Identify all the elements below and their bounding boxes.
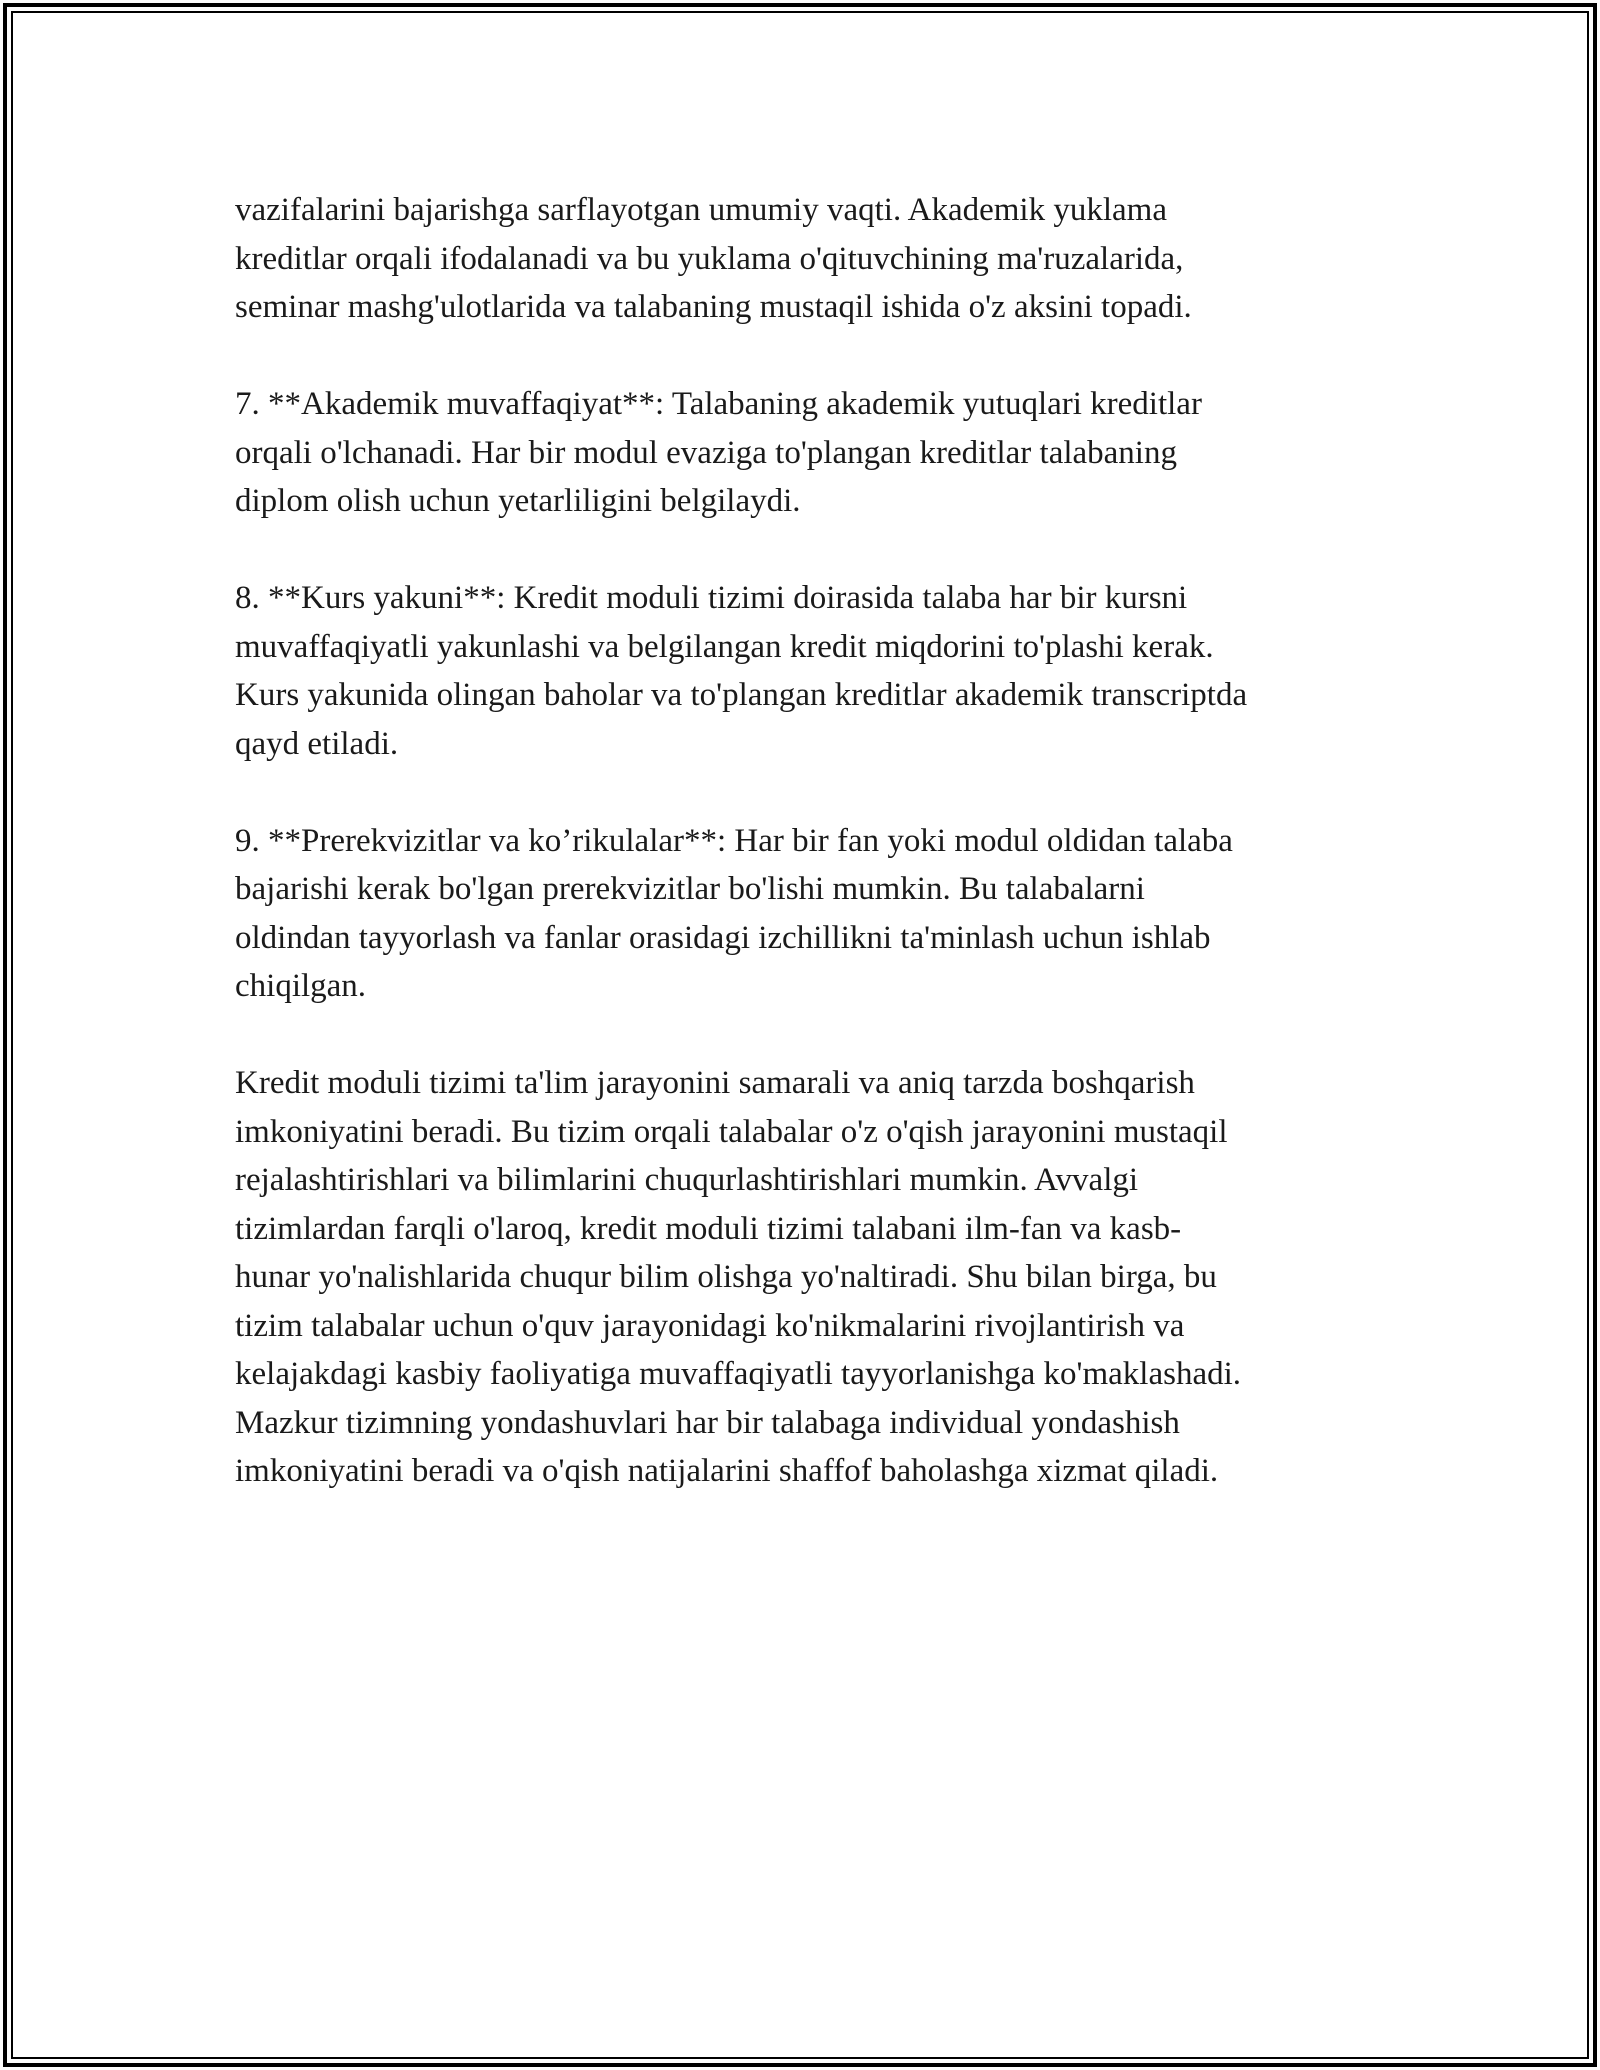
paragraph-conclusion bbox=[235, 1059, 1385, 1496]
text-line: muvaffaqiyatli yakunlashi va belgilangan kredit miqdorini to'plashi kerak. bbox=[235, 628, 1214, 665]
text-line: seminar mashg'ulotlarida va talabaning mustaqil ishida o'z aksini topadi. bbox=[235, 289, 1192, 325]
text-line: Mazkur tizimning yondashuvlari har bir talabaga individual yondashish bbox=[235, 1404, 1180, 1441]
text-line: 9. **Prerekvizitlar va ko’rikulalar**: Har bir fan yoki modul oldidan talaba bbox=[235, 822, 1233, 859]
paragraph-item-9 bbox=[235, 817, 1385, 1011]
text-line: imkoniyatini beradi. Bu tizim orqali talabalar o'z o'qish jarayonini mustaqil bbox=[235, 1113, 1228, 1150]
text-line: 8. **Kurs yakuni**: Kredit moduli tizimi doirasida talaba har bir kursni bbox=[235, 580, 1188, 616]
text-line: kelajakdagi kasbiy faoliyatiga muvaffaqiyatli tayyorlanishga ko'maklashadi. bbox=[235, 1356, 1242, 1392]
text-line: oldindan tayyorlash va fanlar orasidagi izchillikni ta'minlash uchun ishlab bbox=[235, 919, 1211, 956]
text-line: vazifalarini bajarishga sarflayotgan umumiy vaqti. Akademik yuklama bbox=[235, 192, 1167, 228]
text-line: tizim talabalar uchun o'quv jarayonidagi ko'nikmalarini rivojlantirish va bbox=[235, 1307, 1185, 1344]
paragraph-academic-load bbox=[235, 186, 1385, 332]
text-line: imkoniyatini beradi va o'qish natijalarini shaffof baholashga xizmat qiladi. bbox=[235, 1453, 1219, 1489]
text-line: kreditlar orqali ifodalanadi va bu yuklama o'qituvchining ma'ruzalarida, bbox=[235, 240, 1184, 277]
text-line: qayd etiladi. bbox=[235, 725, 399, 762]
text-line: bajarishi kerak bo'lgan prerekvizitlar bo'lishi mumkin. Bu talabalarni bbox=[235, 871, 1145, 907]
text-line: chiqilgan. bbox=[235, 968, 367, 1004]
text-line: rejalashtirishlari va bilimlarini chuqurlashtirishlari mumkin. Avvalgi bbox=[235, 1162, 1139, 1198]
text-line: Kurs yakunida olingan baholar va to'plangan kreditlar akademik transcriptda bbox=[235, 677, 1248, 713]
document-body bbox=[235, 186, 1385, 1544]
text-line: hunar yo'nalishlarida chuqur bilim olishga yo'naltiradi. Shu bilan birga, bu bbox=[235, 1259, 1217, 1295]
text-line: tizimlardan farqli o'laroq, kredit moduli tizimi talabani ilm-fan va kasb- bbox=[235, 1210, 1182, 1247]
text-line: diplom olish uchun yetarliligini belgilaydi. bbox=[235, 483, 801, 519]
paragraph-item-7 bbox=[235, 380, 1385, 526]
text-line: orqali o'lchanadi. Har bir modul evaziga to'plangan kreditlar talabaning bbox=[235, 434, 1177, 471]
paragraph-item-8 bbox=[235, 574, 1385, 768]
text-line: 7. **Akademik muvaffaqiyat**: Talabaning akademik yutuqlari kreditlar bbox=[235, 386, 1202, 422]
text-line: Kredit moduli tizimi ta'lim jarayonini samarali va aniq tarzda boshqarish bbox=[235, 1065, 1195, 1101]
